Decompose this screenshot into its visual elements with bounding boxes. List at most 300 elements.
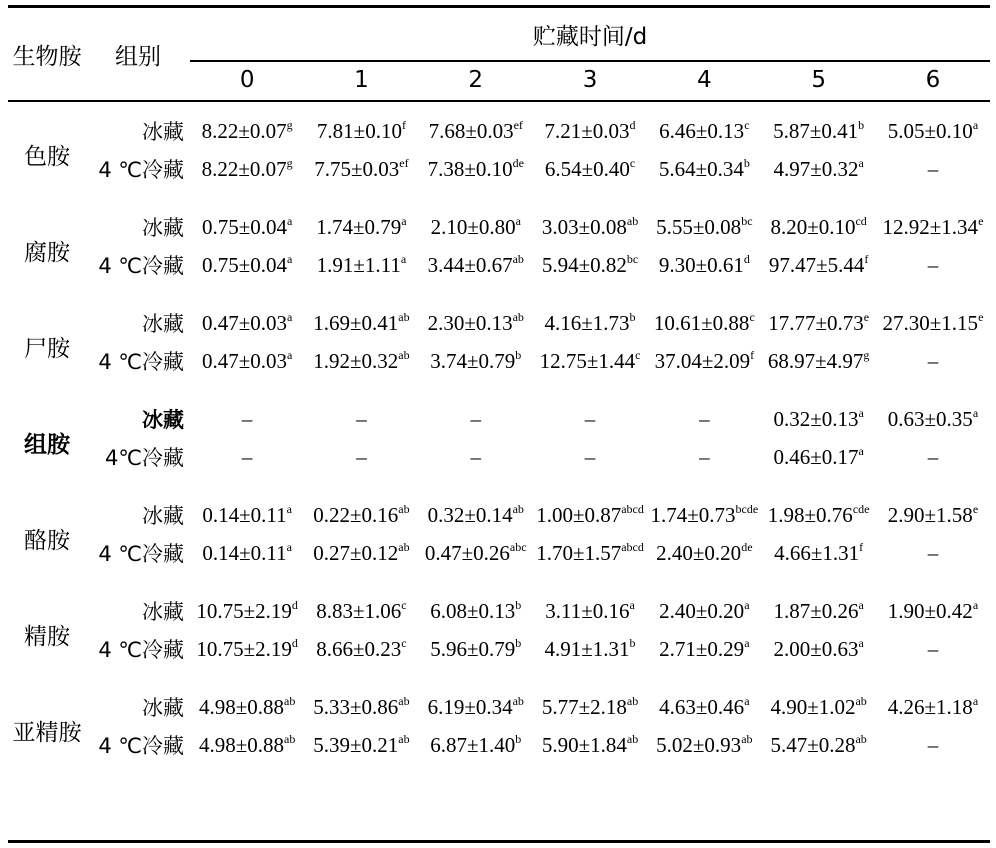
- significance-letter: ab: [398, 501, 410, 516]
- value-cell: [533, 534, 647, 580]
- value-cell: [761, 100, 875, 150]
- value-text: 6.08±0.13: [430, 598, 516, 623]
- value-text: 4.98±0.88: [198, 732, 284, 757]
- significance-letter: de: [741, 539, 753, 554]
- significance-letter: c: [749, 309, 755, 324]
- value-text: 1.91±1.11: [316, 252, 401, 277]
- significance-letter: ab: [398, 731, 410, 746]
- group-ice-storage: 冰藏: [142, 216, 184, 240]
- value-text: 6.19±0.34: [427, 694, 513, 719]
- value-cell: [647, 196, 761, 246]
- value-text: 0.75±0.04: [201, 252, 287, 277]
- significance-letter: ab: [626, 731, 639, 746]
- value-cell: [647, 100, 761, 150]
- value-text: 0.47±0.26: [424, 540, 510, 565]
- value-text: –: [927, 156, 939, 181]
- group-ice-storage: 冰藏: [142, 504, 184, 528]
- value-text: 12.75±1.44: [539, 348, 636, 373]
- significance-letter: a: [515, 213, 521, 228]
- value-text: –: [584, 406, 596, 431]
- significance-letter: b: [515, 731, 522, 746]
- value-text: 5.33±0.86: [313, 694, 399, 719]
- value-cell: [761, 388, 875, 438]
- amine-name: 色胺: [24, 143, 70, 170]
- value-text: 0.14±0.11: [202, 502, 287, 527]
- value-cell: [533, 150, 647, 196]
- significance-letter: bc: [741, 213, 753, 228]
- value-text: –: [241, 406, 253, 431]
- value-cell: [876, 676, 990, 726]
- group-cold-storage: 4 ℃冷藏: [98, 350, 184, 374]
- value-cell: [419, 388, 533, 438]
- value-text: 8.83±1.06: [316, 598, 402, 623]
- value-cell: [304, 196, 418, 246]
- value-text: 0.32±0.13: [773, 406, 859, 431]
- significance-letter: abcd: [621, 501, 644, 516]
- bottom-rule: [8, 840, 990, 843]
- table-row: [8, 342, 990, 388]
- amine-name: 酪胺: [24, 527, 70, 554]
- value-cell: [190, 342, 304, 388]
- value-text: 5.87±0.41: [773, 118, 859, 143]
- significance-letter: abc: [509, 539, 527, 554]
- value-text: 37.04±2.09: [654, 348, 751, 373]
- value-text: 4.16±1.73: [544, 310, 630, 335]
- value-cell: [533, 726, 647, 772]
- value-text: 1.98±0.76: [767, 502, 853, 527]
- value-text: –: [584, 444, 596, 469]
- significance-letter: a: [287, 213, 293, 228]
- significance-letter: a: [629, 597, 635, 612]
- value-text: 1.92±0.32: [313, 348, 399, 373]
- value-cell: [876, 580, 990, 630]
- value-text: 9.30±0.61: [658, 252, 744, 277]
- table-row: [8, 388, 990, 438]
- significance-letter: ab: [512, 251, 524, 266]
- value-cell: [876, 246, 990, 292]
- value-cell: [419, 676, 533, 726]
- value-text: 1.74±0.73: [650, 502, 736, 527]
- value-text: 8.66±0.23: [316, 636, 402, 661]
- value-cell: [190, 246, 304, 292]
- value-text: 2.30±0.13: [427, 310, 513, 335]
- value-cell: [533, 630, 647, 676]
- significance-letter: bcde: [735, 501, 759, 516]
- significance-letter: b: [515, 597, 522, 612]
- table-row: [8, 150, 990, 196]
- value-text: 5.94±0.82: [541, 252, 627, 277]
- significance-letter: a: [972, 597, 979, 612]
- significance-letter: a: [287, 347, 293, 362]
- value-text: 5.39±0.21: [313, 732, 399, 757]
- significance-letter: g: [863, 347, 870, 362]
- table-row: [8, 534, 990, 580]
- value-text: 0.47±0.03: [201, 310, 287, 335]
- value-cell: [647, 150, 761, 196]
- value-cell: [304, 484, 418, 534]
- value-text: 10.75±2.19: [196, 636, 292, 661]
- value-text: 0.46±0.17: [773, 444, 859, 469]
- value-text: 5.96±0.79: [430, 636, 516, 661]
- value-cell: [419, 342, 533, 388]
- significance-letter: c: [744, 117, 750, 132]
- value-text: 97.47±5.44: [768, 252, 865, 277]
- value-text: 0.47±0.03: [201, 348, 287, 373]
- significance-letter: ef: [399, 155, 409, 170]
- value-text: 5.77±2.18: [541, 694, 627, 719]
- group-cold-storage: 4 ℃冷藏: [98, 542, 184, 566]
- value-cell: [761, 484, 875, 534]
- value-cell: [876, 534, 990, 580]
- significance-letter: ab: [512, 309, 524, 324]
- value-text: 5.55±0.08: [656, 214, 742, 239]
- value-text: 3.03±0.08: [541, 214, 627, 239]
- value-text: 0.27±0.12: [313, 540, 399, 565]
- significance-letter: a: [400, 251, 407, 266]
- value-text: 10.75±2.19: [196, 598, 292, 623]
- value-cell: [190, 580, 304, 630]
- value-text: –: [356, 406, 367, 431]
- amine-name: 组胺: [24, 431, 70, 458]
- group-cold-storage: 4℃冷藏: [105, 446, 184, 470]
- value-cell: [647, 292, 761, 342]
- value-cell: [419, 484, 533, 534]
- value-text: 1.74±0.79: [316, 214, 402, 239]
- amine-name: 亚精胺: [12, 719, 82, 746]
- value-text: 7.75±0.03: [314, 156, 400, 181]
- value-text: –: [927, 540, 939, 565]
- significance-letter: ab: [284, 731, 296, 746]
- significance-letter: c: [635, 347, 641, 362]
- value-text: 4.26±1.18: [887, 694, 973, 719]
- significance-letter: b: [743, 155, 750, 170]
- header-day-3: 3: [582, 67, 598, 93]
- value-text: –: [927, 444, 939, 469]
- value-text: –: [699, 406, 710, 431]
- significance-letter: f: [859, 539, 864, 554]
- value-cell: [190, 484, 304, 534]
- value-text: 2.00±0.63: [773, 636, 859, 661]
- value-cell: [761, 580, 875, 630]
- significance-letter: abcd: [621, 539, 644, 554]
- significance-letter: ab: [626, 693, 639, 708]
- value-cell: [761, 196, 875, 246]
- value-cell: [876, 484, 990, 534]
- significance-letter: b: [515, 347, 522, 362]
- significance-letter: e: [978, 213, 984, 228]
- significance-letter: bc: [626, 251, 639, 266]
- value-text: 8.22±0.07: [201, 156, 287, 181]
- value-cell: [647, 438, 761, 484]
- value-cell: [190, 534, 304, 580]
- value-cell: [876, 150, 990, 196]
- significance-letter: a: [286, 501, 292, 516]
- table-row: [8, 580, 990, 630]
- value-text: 5.05±0.10: [887, 118, 973, 143]
- value-text: 7.81±0.10: [316, 118, 402, 143]
- value-cell: [304, 388, 418, 438]
- value-cell: [876, 630, 990, 676]
- significance-letter: ab: [398, 309, 410, 324]
- amine-name: 尸胺: [24, 335, 70, 362]
- significance-letter: e: [863, 309, 870, 324]
- value-cell: [533, 196, 647, 246]
- significance-letter: c: [401, 597, 407, 612]
- group-ice-storage: 冰藏: [142, 120, 184, 144]
- value-text: 1.00±0.87: [536, 502, 622, 527]
- significance-letter: b: [515, 635, 522, 650]
- value-cell: [304, 580, 418, 630]
- value-cell: [190, 196, 304, 246]
- value-text: –: [470, 444, 481, 469]
- significance-letter: c: [401, 635, 407, 650]
- significance-letter: ab: [398, 347, 410, 362]
- value-text: –: [699, 444, 710, 469]
- header-group: 组别: [115, 43, 161, 70]
- value-cell: [419, 292, 533, 342]
- value-text: 5.90±1.84: [541, 732, 627, 757]
- significance-letter: a: [744, 693, 750, 708]
- value-cell: [190, 388, 304, 438]
- value-cell: [533, 100, 647, 150]
- value-text: 1.90±0.42: [887, 598, 973, 623]
- value-cell: [876, 342, 990, 388]
- significance-letter: a: [287, 251, 293, 266]
- value-text: 7.21±0.03: [544, 118, 630, 143]
- value-cell: [190, 100, 304, 150]
- value-cell: [190, 726, 304, 772]
- significance-letter: d: [743, 251, 750, 266]
- value-cell: [647, 726, 761, 772]
- value-text: 2.71±0.29: [659, 636, 745, 661]
- significance-letter: f: [750, 347, 755, 362]
- value-cell: [533, 484, 647, 534]
- header-day-0: 0: [239, 67, 255, 93]
- value-cell: [876, 100, 990, 150]
- value-text: 3.11±0.16: [545, 598, 630, 623]
- value-cell: [647, 342, 761, 388]
- value-cell: [761, 676, 875, 726]
- value-cell: [304, 438, 418, 484]
- significance-letter: ab: [741, 731, 753, 746]
- value-text: 0.22±0.16: [313, 502, 399, 527]
- value-cell: [533, 676, 647, 726]
- significance-letter: a: [972, 693, 979, 708]
- value-text: –: [470, 406, 481, 431]
- value-cell: [647, 630, 761, 676]
- value-text: 2.10±0.80: [430, 214, 516, 239]
- value-text: 5.02±0.93: [656, 732, 742, 757]
- significance-letter: ab: [398, 693, 410, 708]
- value-text: 7.68±0.03: [428, 118, 514, 143]
- value-cell: [190, 438, 304, 484]
- significance-letter: b: [629, 309, 636, 324]
- value-cell: [647, 484, 761, 534]
- value-cell: [304, 726, 418, 772]
- significance-letter: f: [401, 117, 406, 132]
- value-text: 5.47±0.28: [770, 732, 856, 757]
- value-text: 10.61±0.88: [653, 310, 750, 335]
- value-text: 0.14±0.11: [202, 540, 287, 565]
- value-text: 4.63±0.46: [659, 694, 745, 719]
- group-cold-storage: 4 ℃冷藏: [98, 254, 184, 278]
- significance-letter: d: [629, 117, 636, 132]
- table-row: [8, 292, 990, 342]
- value-text: 0.63±0.35: [887, 406, 973, 431]
- significance-letter: a: [858, 443, 864, 458]
- group-cold-storage: 4 ℃冷藏: [98, 638, 184, 662]
- value-cell: [876, 438, 990, 484]
- significance-letter: cde: [852, 501, 870, 516]
- significance-letter: de: [512, 155, 524, 170]
- group-cold-storage: 4 ℃冷藏: [98, 734, 184, 758]
- value-text: 4.90±1.02: [770, 694, 856, 719]
- value-cell: [533, 292, 647, 342]
- value-cell: [304, 292, 418, 342]
- significance-letter: ab: [398, 539, 410, 554]
- value-cell: [419, 246, 533, 292]
- value-cell: [190, 150, 304, 196]
- value-text: –: [927, 636, 939, 661]
- value-text: 8.20±0.10: [770, 214, 856, 239]
- value-cell: [647, 580, 761, 630]
- table-row: [8, 246, 990, 292]
- table-row: [8, 630, 990, 676]
- table-row: [8, 196, 990, 246]
- value-text: 2.40±0.20: [659, 598, 745, 623]
- significance-letter: ab: [626, 213, 639, 228]
- value-cell: [876, 726, 990, 772]
- significance-letter: a: [858, 155, 864, 170]
- value-cell: [419, 100, 533, 150]
- group-ice-storage: 冰藏: [142, 312, 184, 336]
- value-text: 4.98±0.88: [198, 694, 284, 719]
- significance-letter: a: [287, 309, 293, 324]
- value-text: 5.64±0.34: [658, 156, 744, 181]
- significance-letter: a: [744, 635, 750, 650]
- value-text: 8.22±0.07: [201, 118, 287, 143]
- value-text: 17.77±0.73: [768, 310, 864, 335]
- value-text: 1.87±0.26: [773, 598, 859, 623]
- table-body: [8, 100, 990, 772]
- significance-letter: ef: [513, 117, 523, 132]
- significance-letter: a: [858, 405, 864, 420]
- value-cell: [533, 438, 647, 484]
- significance-letter: a: [858, 635, 864, 650]
- value-cell: [647, 246, 761, 292]
- significance-letter: d: [291, 597, 298, 612]
- value-text: 7.38±0.10: [427, 156, 513, 181]
- significance-letter: g: [286, 117, 293, 132]
- value-cell: [876, 292, 990, 342]
- significance-letter: e: [972, 501, 979, 516]
- value-cell: [419, 726, 533, 772]
- value-cell: [876, 196, 990, 246]
- value-cell: [533, 388, 647, 438]
- significance-letter: a: [744, 597, 750, 612]
- group-ice-storage: 冰藏: [142, 696, 184, 720]
- value-cell: [419, 196, 533, 246]
- header-day-2: 2: [468, 67, 484, 93]
- header-day-4: 4: [697, 67, 712, 93]
- value-text: –: [241, 444, 253, 469]
- header-amine: 生物胺: [12, 43, 82, 70]
- value-cell: [533, 580, 647, 630]
- value-cell: [761, 630, 875, 676]
- value-cell: [761, 342, 875, 388]
- header-day-6: 6: [925, 67, 941, 93]
- value-cell: [647, 534, 761, 580]
- value-text: 27.30±1.15: [882, 310, 979, 335]
- table-row: [8, 726, 990, 772]
- significance-letter: e: [978, 309, 984, 324]
- value-text: 1.70±1.57: [536, 540, 622, 565]
- value-text: 3.74±0.79: [430, 348, 516, 373]
- value-cell: [533, 342, 647, 388]
- value-text: 4.66±1.31: [774, 540, 860, 565]
- value-text: –: [927, 732, 939, 757]
- significance-letter: b: [858, 117, 865, 132]
- value-cell: [419, 438, 533, 484]
- value-cell: [419, 630, 533, 676]
- value-text: 1.69±0.41: [313, 310, 399, 335]
- value-cell: [190, 292, 304, 342]
- value-text: 6.46±0.13: [659, 118, 745, 143]
- significance-letter: d: [291, 635, 298, 650]
- significance-letter: ab: [855, 731, 867, 746]
- value-cell: [419, 150, 533, 196]
- biogenic-amine-table: [8, 8, 990, 772]
- value-cell: [761, 726, 875, 772]
- amine-name: 腐胺: [24, 239, 70, 266]
- value-cell: [419, 580, 533, 630]
- significance-letter: a: [972, 117, 979, 132]
- significance-letter: a: [858, 597, 864, 612]
- value-text: –: [927, 348, 939, 373]
- value-cell: [190, 630, 304, 676]
- value-text: 2.40±0.20: [656, 540, 742, 565]
- value-text: –: [927, 252, 939, 277]
- table-row: [8, 100, 990, 150]
- significance-letter: cd: [855, 213, 867, 228]
- header-storage-time: 贮藏时间/d: [532, 23, 648, 50]
- significance-letter: ab: [512, 693, 524, 708]
- significance-letter: ab: [512, 501, 524, 516]
- value-cell: [533, 246, 647, 292]
- value-text: 0.75±0.04: [201, 214, 287, 239]
- value-text: 68.97±4.97: [767, 348, 864, 373]
- value-text: 3.44±0.67: [427, 252, 513, 277]
- value-cell: [190, 676, 304, 726]
- value-text: 4.97±0.32: [773, 156, 859, 181]
- value-text: 0.32±0.14: [427, 502, 513, 527]
- value-cell: [761, 292, 875, 342]
- significance-letter: g: [286, 155, 293, 170]
- value-cell: [304, 246, 418, 292]
- value-cell: [876, 388, 990, 438]
- value-cell: [647, 388, 761, 438]
- table-row: [8, 676, 990, 726]
- value-cell: [304, 676, 418, 726]
- value-cell: [419, 534, 533, 580]
- significance-letter: a: [286, 539, 292, 554]
- value-text: –: [356, 444, 367, 469]
- value-cell: [761, 246, 875, 292]
- significance-letter: ab: [284, 693, 296, 708]
- significance-letter: ab: [855, 693, 867, 708]
- value-cell: [304, 100, 418, 150]
- value-cell: [761, 438, 875, 484]
